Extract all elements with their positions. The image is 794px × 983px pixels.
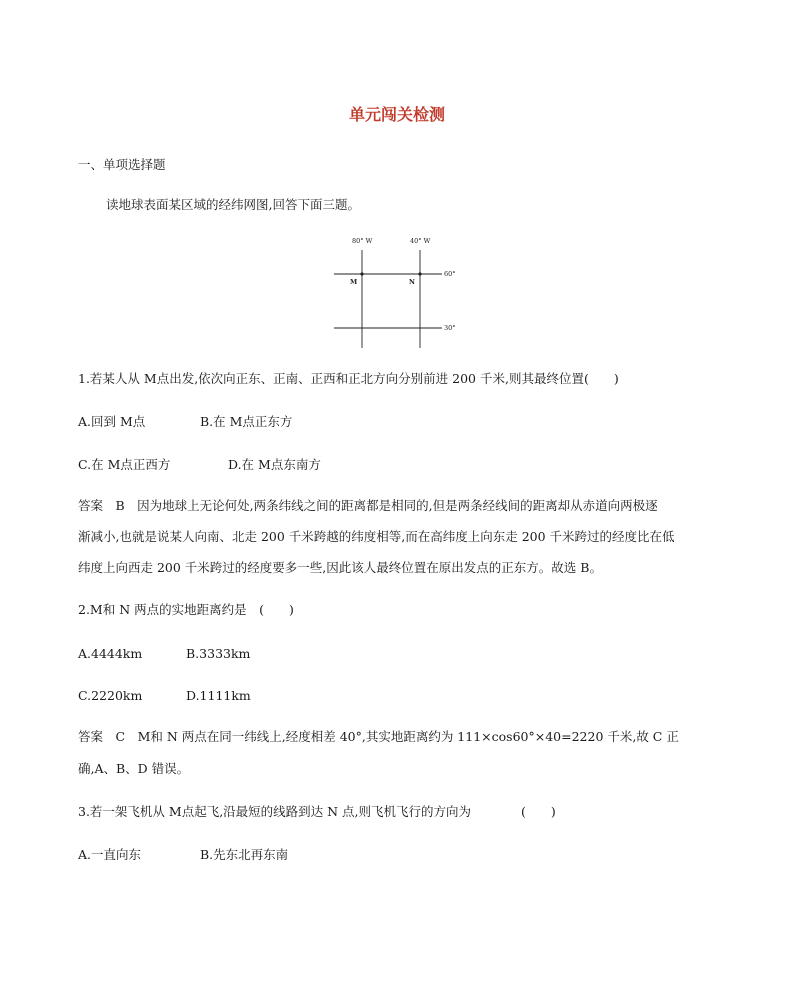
label-40w: 40° W <box>410 237 431 245</box>
grid-svg <box>330 232 460 350</box>
question-1-option-a: A.回到 M点 <box>78 414 146 429</box>
question-2-option-c: C.2220km <box>78 688 143 703</box>
question-3-option-b: B.先东北再东南 <box>200 847 289 862</box>
question-3-stem: 3.若一架飞机从 M点起飞,沿最短的线路到达 N 点,则飞机飞行的方向为 ( ) <box>78 804 556 819</box>
point-m <box>360 272 363 275</box>
label-m: M <box>350 278 358 286</box>
label-80w: 80° W <box>352 237 373 245</box>
question-2-option-d: D.1111km <box>186 688 251 703</box>
question-1-answer-line-3: 纬度上向西走 200 千米跨过的经度要多一些,因此该人最终位置在原出发点的正东方。故选 B。 <box>78 560 602 575</box>
label-60: 60° <box>444 270 456 278</box>
question-1-answer-line-2: 渐减小,也就是说某人向南、北走 200 千米跨越的纬度相等,而在高纬度上向东走 200 千米跨过的经度比在低 <box>78 529 675 544</box>
section-heading: 一、单项选择题 <box>78 157 166 172</box>
intro-text: 读地球表面某区域的经纬网图,回答下面三题。 <box>106 197 360 212</box>
question-3-option-a: A.一直向东 <box>78 847 142 862</box>
question-2-answer-line-1: 答案 C M和 N 两点在同一纬线上,经度相差 40°,其实地距离约为 111×cos60°×40=2220 千米,故 C 正 <box>78 729 679 744</box>
question-1-option-d: D.在 M点东南方 <box>228 457 321 472</box>
point-n <box>418 272 421 275</box>
label-n: N <box>409 278 415 286</box>
question-1-stem: 1.若某人从 M点出发,依次向正东、正南、正西和正北方向分别前进 200 千米,则其最终位置( ) <box>78 371 619 386</box>
question-2-option-a: A.4444km <box>78 646 143 661</box>
label-30: 30° <box>444 324 456 332</box>
question-1-answer-line-1: 答案 B 因为地球上无论何处,两条纬线之间的距离都是相同的,但是两条经线间的距离却从赤道向两极逐 <box>78 498 658 513</box>
question-1-option-b: B.在 M点正东方 <box>200 414 293 429</box>
page-title: 单元闯关检测 <box>348 105 445 124</box>
question-2-option-b: B.3333km <box>186 646 251 661</box>
question-1-option-c: C.在 M点正西方 <box>78 457 171 472</box>
question-2-stem: 2.M和 N 两点的实地距离约是 ( ) <box>78 602 294 617</box>
question-2-answer-line-2: 确,A、B、D 错误。 <box>78 761 190 776</box>
lat-lon-grid-figure <box>330 232 460 350</box>
